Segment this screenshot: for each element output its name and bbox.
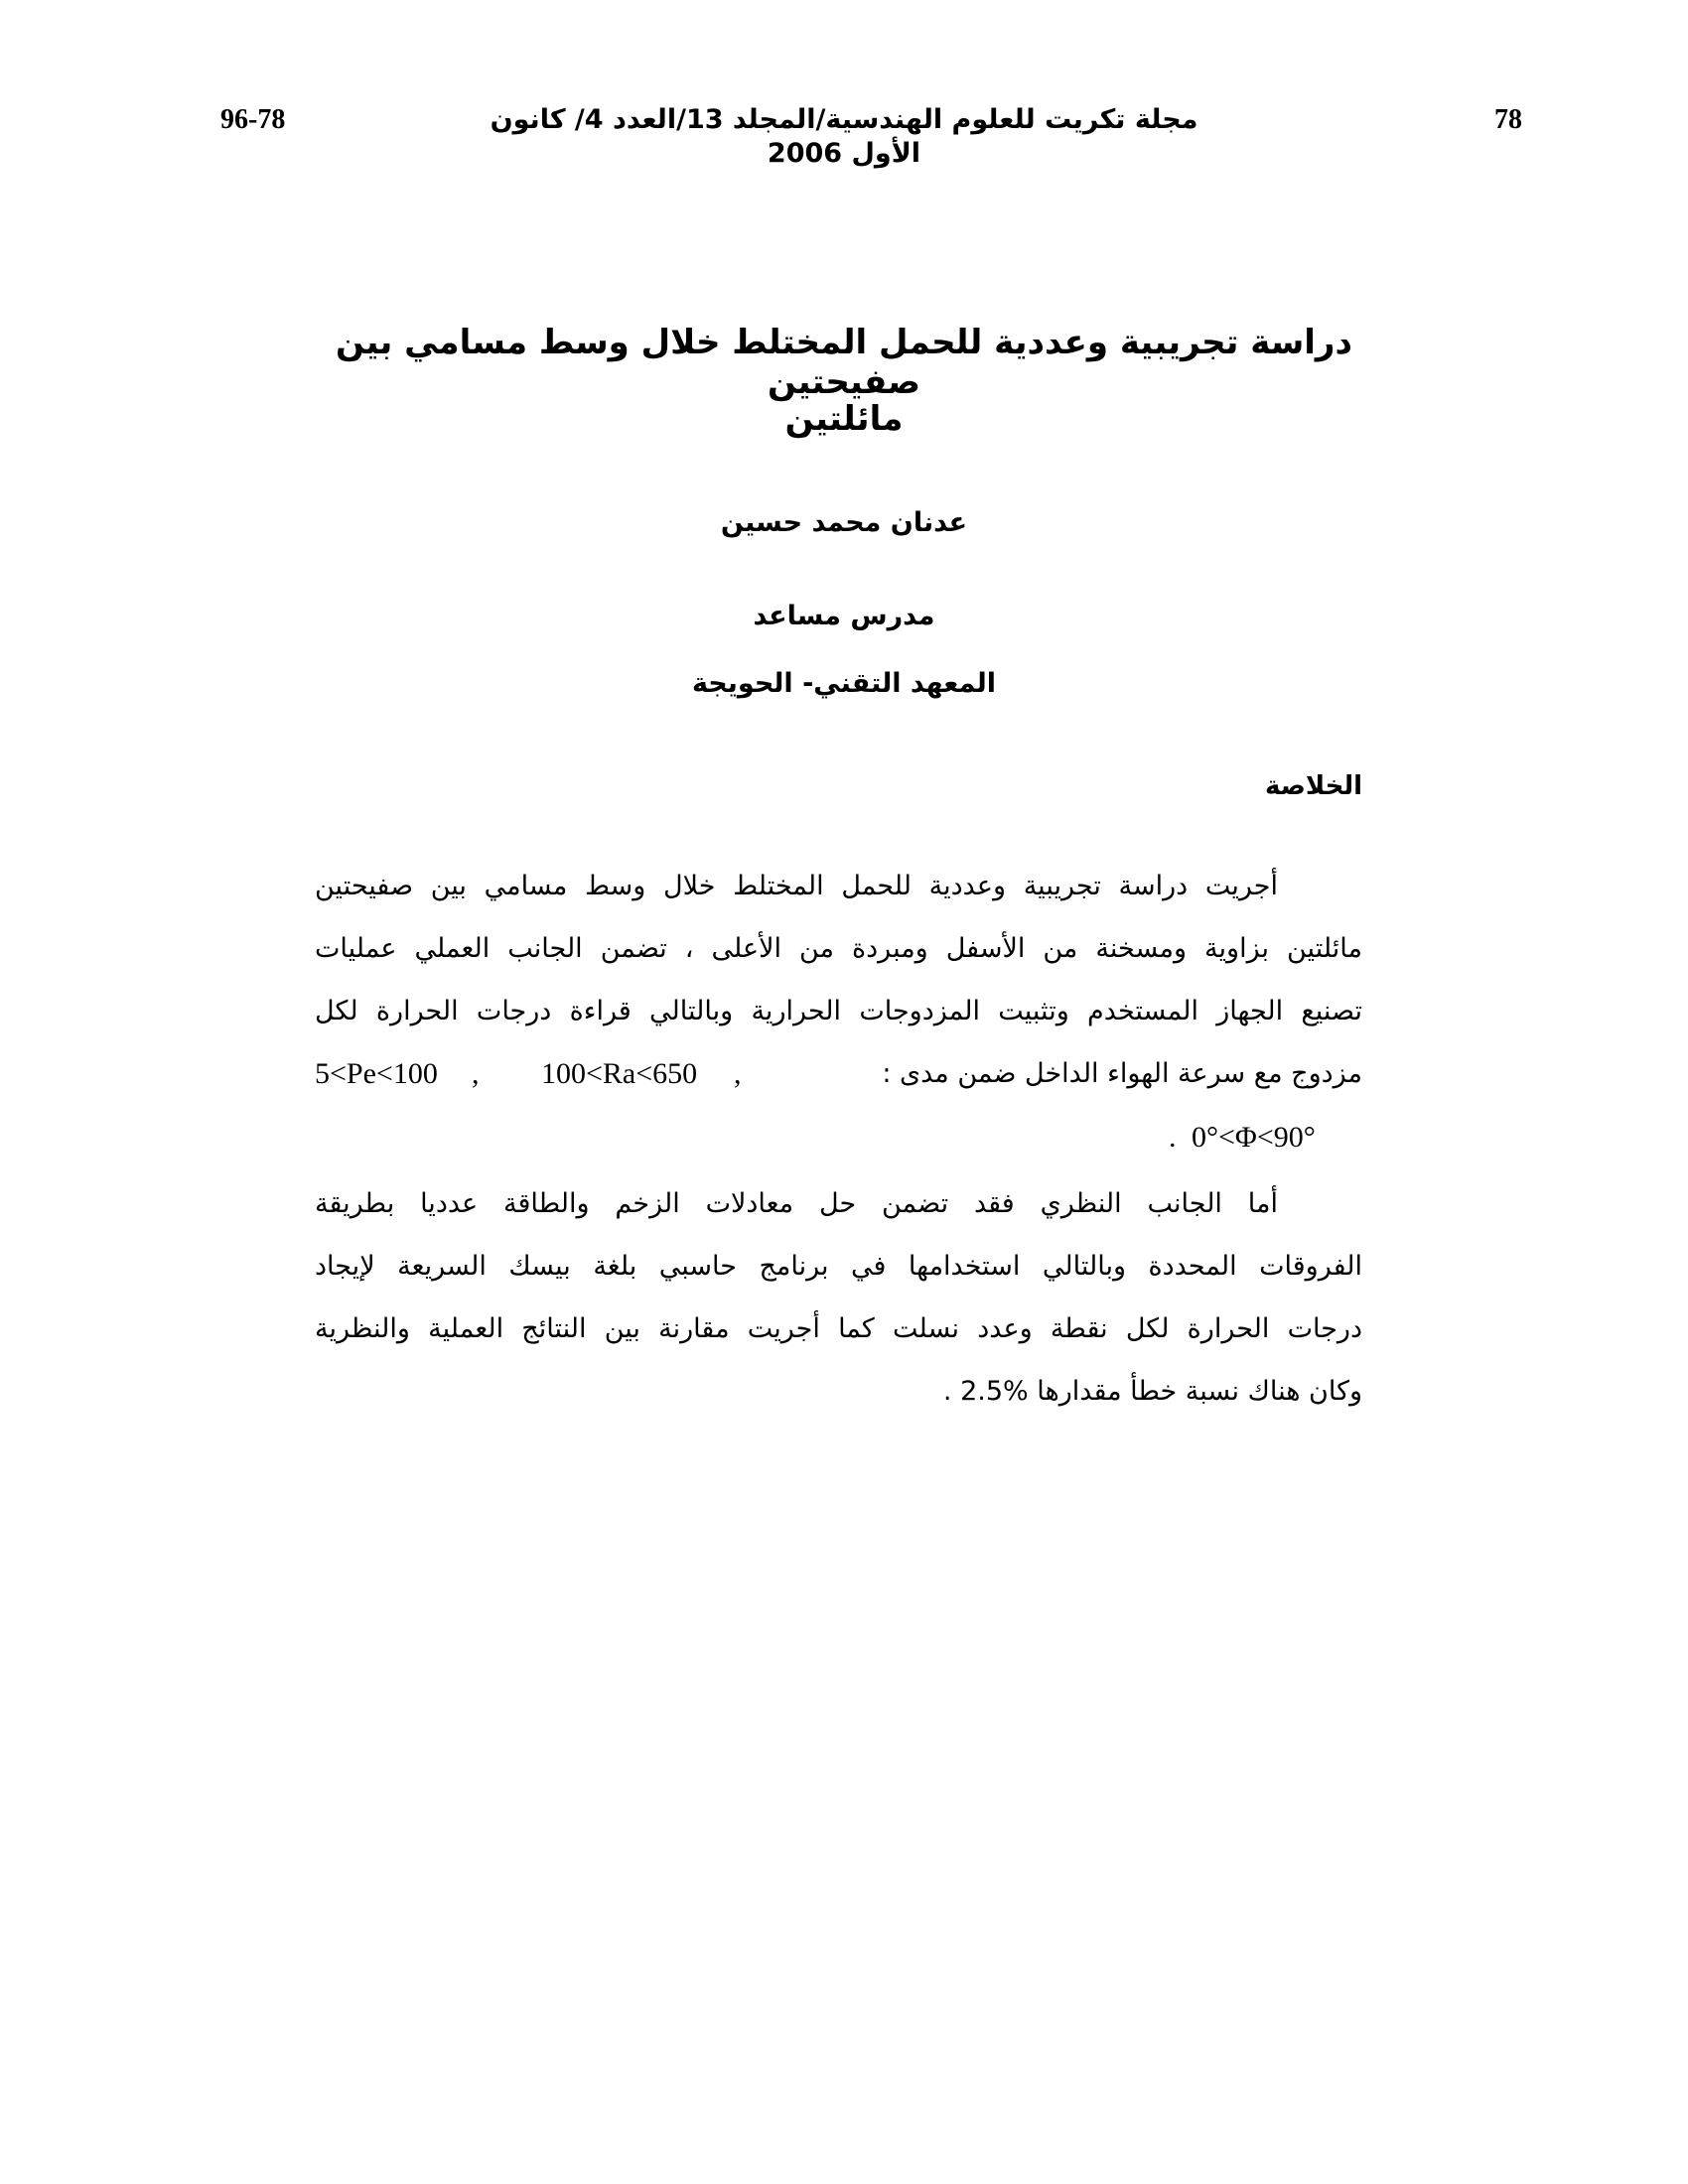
page-range: 96-78: [220, 104, 286, 135]
abstract-p2-line-1: أما الجانب النظري فقد تضمن حل معادلات الزخم والطاقة عدديا بطريقة: [315, 1188, 1278, 1219]
abstract-p2-line-3: درجات الحرارة لكل نقطة وعدد نسلت كما أجريت مقارنة بين النتائج العملية والنظرية: [315, 1313, 1362, 1344]
range-end-dot: .: [1169, 1121, 1177, 1154]
abstract-p1-line-4: مزدوج مع سرعة الهواء الداخل ضمن مدى :: [882, 1058, 1362, 1089]
author-rank: مدرس مساعد: [753, 601, 935, 631]
abstract-heading: الخلاصة: [1264, 771, 1362, 801]
rayleigh-range: 100<Ra<650: [541, 1057, 698, 1090]
abstract-p2-line-2: الفروقات المحددة وبالتالي استخدامها في برنامج حاسبي بلغة بيسك السريعة لإيجاد: [315, 1251, 1362, 1282]
journal-header: مجلة تكريت للعلوم الهندسية/المجلد 13/العدد 4/ كانون الأول 2006: [490, 104, 1198, 169]
paper-title-line-1: دراسة تجريبية وعددية للحمل المختلط خلال وسط مسامي بين صفيحتين: [336, 323, 1352, 402]
page-number: 78: [1494, 104, 1522, 135]
abstract-p2-line-4: وكان هناك نسبة خطأ مقدارها %2.5 .: [942, 1376, 1362, 1407]
range-separator-1: ,: [734, 1057, 742, 1090]
range-separator-2: ,: [472, 1057, 480, 1090]
author-institution: المعهد التقني- الحويجة: [691, 668, 997, 699]
abstract-p1-line-2: مائلتين بزاوية ومسخنة من الأسفل ومبردة من الأعلى ، تضمن الجانب العملي عمليات: [315, 933, 1362, 964]
angle-range: 0°<Φ<90°: [1192, 1121, 1316, 1154]
author-name: عدنان محمد حسين: [720, 507, 968, 538]
paper-title-line-2: مائلتين: [784, 399, 904, 439]
peclet-range: 5<Pe<100: [315, 1057, 438, 1090]
abstract-p1-line-3: تصنيع الجهاز المستخدم وتثبيت المزدوجات الحرارية وبالتالي قراءة درجات الحرارة لكل: [315, 996, 1362, 1026]
abstract-p1-line-1: أجريت دراسة تجريبية وعددية للحمل المختلط خلال وسط مسامي بين صفيحتين: [315, 871, 1278, 901]
